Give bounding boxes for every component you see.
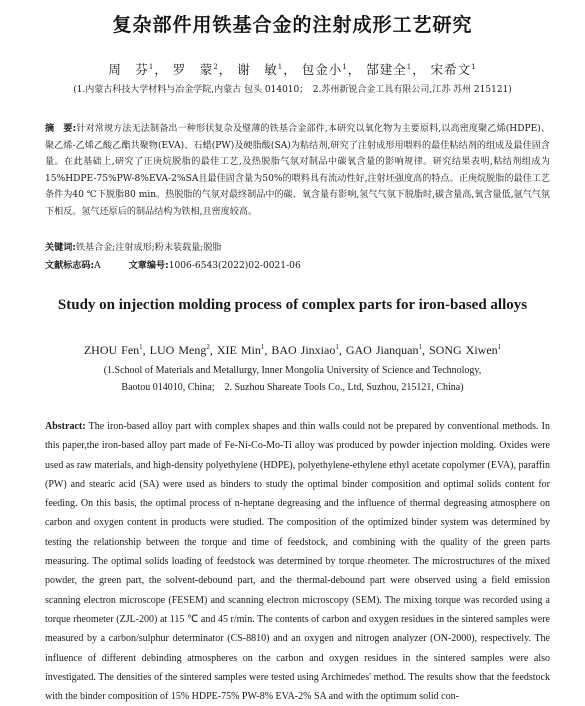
author-name: 宋希文: [430, 62, 472, 77]
author-name: SONG Xiwen: [428, 343, 498, 357]
author-affil-mark: 1: [277, 62, 284, 71]
chinese-author-list: 周 芬$^1$， 罗 蒙$^2$， 谢 敏$^1$， 包金小$^1$， 郜建全$^1$， 宋希文$^1$: [108, 62, 477, 77]
chinese-abstract-label: 摘 要:: [45, 124, 77, 134]
author-affil-mark: 1: [148, 62, 155, 71]
english-affiliation-line: Baotou 014010, China; 2. Suzhou Shareate Tools Co., Ltd, Suzhou, 215121, China): [121, 382, 464, 393]
author-name: XIE Min: [216, 343, 261, 357]
author-affil-mark: 2: [206, 343, 210, 351]
author-affil-mark: 1: [139, 343, 143, 351]
chinese-title: 复杂部件用铁基合金的注射成形工艺研究: [112, 14, 473, 36]
english-title: Study on injection molding process of complex parts for iron-based alloys: [57, 297, 528, 313]
author-name: 包金小: [301, 62, 343, 77]
classification-value: A: [94, 261, 101, 271]
author-affil-mark: 1: [471, 62, 477, 71]
keywords-text: 铁基合金;注射成形;粉末装载量;脱脂: [75, 243, 222, 253]
english-affiliation: [0, 362, 585, 396]
english-affiliation-line: (1.School of Materials and Metallurgy, Inner Mongolia University of Science and Technology,: [103, 365, 482, 376]
author-affil-mark: 1: [406, 62, 413, 71]
author-name: 周 芬: [108, 62, 149, 77]
document-classification: [45, 258, 550, 271]
author-affil-mark: 1: [497, 343, 502, 351]
article-number-value: 1006-6543(2022)02-0021-06: [168, 261, 301, 271]
keywords-label: 关键词:: [45, 243, 76, 253]
chinese-abstract-text: 针对常规方法无法制备出一种形状复杂及璧薄的铁基合金部件,本研究以氧化物为主要原料,以高密度聚乙烯(HDPE)、聚乙烯-乙烯乙酸乙酯共聚物(EVA)、石蜡(PW)及硬脂酸(SA)为粘结剂,研究了注射成形用喂料的最佳粘结剂的组成及最佳固含量。在此基础上,研究了正庚烷脱脂的最佳工艺,及热脱脂气氛对制品中碳氧含量的影响规律。研究结果表明,粘结剂组成为15%HDPE-75%PW-8%EVA-2%SA且最佳固含量为50%的喂料具有流动性好,注射坯强度高的特点。正庚烷脱脂的最佳工艺条件为40 ℃下脱脂80 min。热脱脂的气氛对最终制品中的碳、氧含量有影响,氢气气氛下脱脂时,碳含量高,氧含量低,氩气气氛下相反。氢气还原后的制品结构为铁相,且密度较高。: [45, 124, 550, 217]
chinese-affiliation: (1.内蒙古科技大学材料与冶金学院,内蒙古 包头 014010； 2.苏州新锐合金工具有限公司,江苏 苏州 215121): [73, 85, 512, 95]
english-abstract-text: The iron-based alloy part with complex shapes and thin walls could not be prepared by conventional methods. In this paper,the iron-based alloy part made of Fe-Ni-Co-Mo-Ti alloy was produced by powder injection molding. Oxides were used as raw materials, and high-density polyethylene (HDPE), polyethylene-ethylene ethyl acetate copolymer (EVA), paraffin (PW) and stearic acid (SA) were used as binders to study the optimal binder composition and optimal solids content for feeding. On this basis, the optimal process of n-heptane degreasing and the influence of thermal degreasing atmosphere on carbon and oxygen content in products were studied. The composition of the optimized binder system was determined by testing the relationship between the torque and time of feedstock, and combining with the quality of the green parts measuring. The optimal solids loading of feedstock was determined by torque rheometer. The microstructures of the mixed powder, the green part, the solvent-debound part, and the thermal-debound part were observed using a field emission scanning electron microscope (FESEM) and scanning electron microscopy (SEM). The mixing torque was recorded using a torque rheometer (ZJL-200) at 115 ℃ and 45 r/min. The contents of carbon and oxygen residues in the sintered samples were measured by a carbon/sulphur determinator (CS-8810) and an oxygen and nitrogen analyzer (ON-2000), respectively. The influence of different debinding atmospheres on the carbon and oxygen residues in the sintered samples were also investigated. The densities of the sintered samples were tested using Archimedes' method. The results show that the feedstock with the binder composition of 15% HDPE-75% PW-8% EVA-2% SA and with the optimum solid con-: [45, 421, 550, 703]
author-affil-mark: 1: [260, 343, 265, 351]
english-abstract: [45, 417, 550, 706]
chinese-keywords: [45, 240, 550, 253]
classification-label: 文献标志码:: [45, 261, 95, 271]
author-name: BAO Jinxiao: [271, 343, 336, 357]
author-affil-mark: 2: [213, 62, 219, 71]
author-affil-mark: 1: [342, 62, 348, 71]
author-affil-mark: 1: [335, 343, 339, 351]
author-affil-mark: 1: [418, 343, 422, 351]
english-abstract-label: Abstract:: [45, 421, 86, 432]
english-author-list: ZHOU Fen$^1$, LUO Meng$^2$, XIE Min$^1$, BAO Jinxiao$^1$, GAO Jianquan$^1$, SONG Xiwen$^1$: [83, 343, 502, 357]
article-number-label: 文章编号:: [128, 261, 169, 271]
author-name: 谢 敏: [237, 62, 278, 77]
author-name: GAO Jianquan: [345, 343, 419, 357]
chinese-abstract: [45, 121, 550, 220]
author-name: 郜建全: [366, 62, 407, 77]
author-name: 罗 蒙: [172, 62, 214, 77]
author-name: LUO Meng: [149, 343, 207, 357]
author-name: ZHOU Fen: [83, 343, 140, 357]
